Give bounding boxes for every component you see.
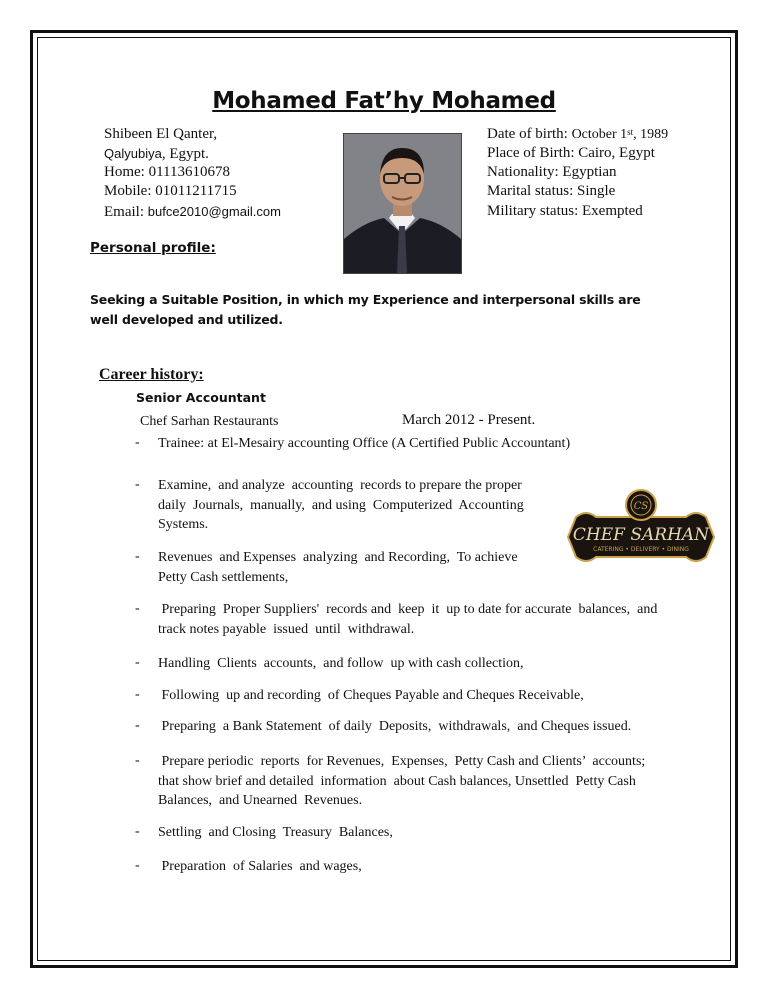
- address-line-2: [104, 144, 209, 164]
- duty-line: Preparation of Salaries and wages,: [158, 859, 362, 874]
- bullet-dash: -: [135, 753, 140, 768]
- email-line: [104, 202, 281, 222]
- email-label: Email:: [104, 204, 144, 220]
- place-of-birth: Place of Birth: Cairo, Egypt: [487, 145, 655, 161]
- duty-line: Balances, and Unearned Revenues.: [158, 793, 363, 808]
- address-line-1: Shibeen El Qanter,: [104, 126, 218, 142]
- home-phone: Home: 01113610678: [104, 164, 230, 180]
- mobile-phone: Mobile: 01011211715: [104, 183, 237, 199]
- address-country: , Egypt.: [161, 146, 209, 162]
- address-region: Qalyubiya: [104, 146, 162, 161]
- job-position: Senior Accountant: [136, 390, 266, 405]
- duty-line: track notes payable issued until withdrawal.: [158, 621, 415, 637]
- duty-line: Systems.: [158, 517, 209, 532]
- dob-year: , 1989: [633, 127, 669, 142]
- career-history-heading: Career history:: [99, 366, 204, 383]
- bullet-dash: -: [135, 435, 140, 450]
- duty-line: Revenues and Expenses analyzing and Recording, To achieve: [158, 550, 518, 565]
- duty-line: Examine, and analyze accounting records to prepare the proper: [158, 478, 522, 493]
- duty-line: Prepare periodic reports for Revenues, Expenses, Petty Cash and Clients’ accounts;: [158, 754, 646, 769]
- duty-line: Handling Clients accounts, and follow up with cash collection,: [158, 656, 524, 671]
- email-address: bufce2010@gmail.com: [147, 204, 281, 219]
- duty-line: Preparing a Bank Statement of daily Deposits, withdrawals, and Cheques issued.: [158, 719, 632, 734]
- chef-sarhan-logo: [566, 487, 716, 577]
- marital-status: Marital status: Single: [487, 183, 616, 199]
- duty-line: Trainee: at El-Mesairy accounting Office (A Certified Public Accountant): [158, 436, 571, 451]
- dob-suffix: st: [627, 127, 634, 137]
- nationality: Nationality: Egyptian: [487, 164, 617, 180]
- duty-line: that show brief and detailed information about Cash balances, Unsettled Petty Cash: [158, 773, 636, 789]
- bullet-dash: -: [135, 718, 140, 733]
- bullet-dash: -: [135, 858, 140, 873]
- personal-profile-text: Seeking a Suitable Position, in which my Experience and interpersonal skills are well developed and utilized.: [90, 292, 641, 327]
- bullet-dash: -: [135, 655, 140, 670]
- bullet-dash: -: [135, 687, 140, 702]
- personal-profile-heading: Personal profile:: [90, 240, 216, 256]
- logo-brand: CHEF SARHAN: [572, 525, 710, 545]
- candidate-name: Mohamed Fat’hy Mohamed: [212, 88, 556, 114]
- date-of-birth: [487, 125, 668, 144]
- duty-line: Preparing Proper Suppliers' records and keep it up to date for accurate balances, and: [158, 602, 658, 617]
- bullet-dash: -: [135, 477, 140, 492]
- dob-value: October 1: [571, 127, 628, 142]
- duty-line: Settling and Closing Treasury Balances,: [158, 825, 393, 840]
- logo-tagline: CATERING • DELIVERY • DINING: [593, 546, 689, 553]
- duty-line: daily Journals, manually, and using Computerized Accounting: [158, 497, 524, 513]
- job-period: March 2012 - Present.: [402, 412, 536, 428]
- bullet-dash: -: [135, 824, 140, 839]
- dob-label: Date of birth:: [487, 126, 572, 142]
- duty-line: Petty Cash settlements,: [158, 569, 289, 585]
- duty-line: Following up and recording of Cheques Payable and Cheques Receivable,: [158, 688, 584, 703]
- military-status: Military status: Exempted: [487, 203, 643, 219]
- bullet-dash: -: [135, 601, 140, 616]
- svg-text:CS: CS: [633, 501, 649, 512]
- profile-photo: [343, 133, 462, 274]
- job-company: Chef Sarhan Restaurants: [140, 414, 279, 429]
- bullet-dash: -: [135, 549, 140, 564]
